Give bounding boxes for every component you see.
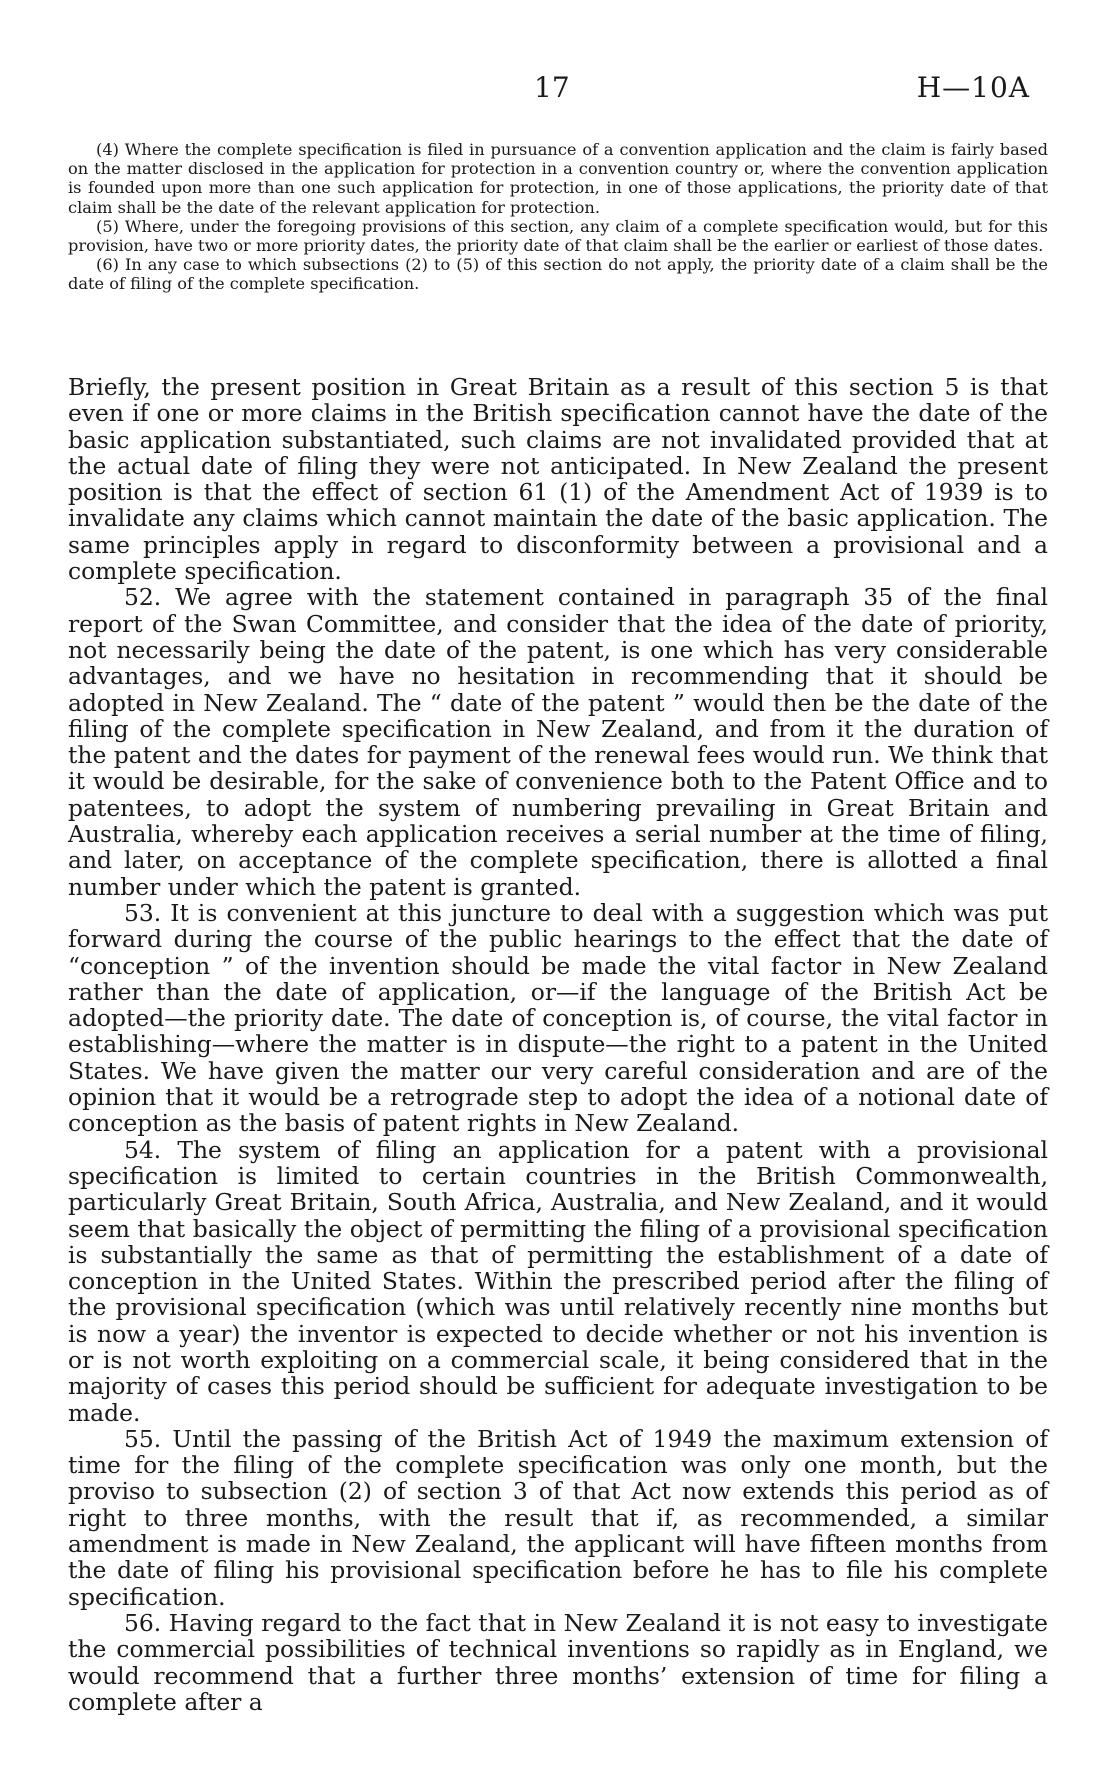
- document-reference: H—10A: [916, 71, 1030, 104]
- paragraph-54: 54. The system of filing an application for a patent with a provisional specification is limited to certain countries in the British Commonwealth, particularly Great Britain, South Africa, Australia, and New Zealand, and it would seem that basically the object of permitting the filing of a provisional specification is substantially the same as that of permitting the establishment of a date of conception in the United States. Within the prescribed period after the filing of the provisional specification (which was until relatively recently nine months but is now a year) the inventor is expected to decide whether or not his invention is or is not worth exploiting on a commercial scale, it being considered that in the majority of cases this period should be sufficient for adequate investigation to be made.: [68, 1135, 1048, 1427]
- subsection-5: (5) Where, under the foregoing provisions of this section, any claim of a complete specification would, but for this provision, have two or more priority dates, the priority date of that claim shall be the earlier or earliest of those dates.: [68, 216, 1048, 256]
- subsection-6: (6) In any case to which subsections (2) to (5) of this section do not apply, the priority date of a claim shall be the date of filing of the complete specification.: [68, 255, 1048, 294]
- paragraph-53: 53. It is convenient at this juncture to deal with a suggestion which was put forward during the course of the public hearings to the effect that the date of “conception ” of the invention should be made the vital factor in New Zealand rather than the date of application, or—if the language of the British Act be adopted—the priority date. The date of conception is, of course, the vital factor in establishing—where the matter is in dispute—the right to a patent in the United States. We have given the matter our very careful consideration and are of the opinion that it would be a retrograde step to adopt the idea of a notional date of conception as the basis of patent rights in New Zealand.: [68, 898, 1048, 1138]
- quoted-statute-block: [68, 140, 1048, 294]
- page-number: 17: [534, 71, 570, 104]
- subsection-4: (4) Where the complete specification is filed in pursuance of a convention application and the claim is fairly based on the matter disclosed in the application for protection in a convention country or, where the convention application is founded upon more than one such application for protection, in one of those applications, the priority date of that claim shall be the date of the relevant application for protection.: [68, 140, 1048, 217]
- paragraph-briefly: Briefly, the present position in Great Britain as a result of this section 5 is that even if one or more claims in the British specification cannot have the date of the basic application substantiated, such claims are not invalidated provided that at the actual date of filing they were not anticipated. In New Zealand the present position is that the effect of section 61 (1) of the Amendment Act of 1939 is to invalidate any claims which cannot maintain the date of the basic application. The same principles apply in regard to disconformity between a provisional and a complete specification.: [68, 373, 1048, 586]
- report-body: [68, 374, 1048, 1715]
- paragraph-52: 52. We agree with the statement contained in paragraph 35 of the final report of the Swan Committee, and consider that the idea of the date of priority, not necessarily being the date of the patent, is one which has very considerable advantages, and we have no hesitation in recommending that it should be adopted in New Zealand. The “ date of the patent ” would then be the date of the filing of the complete specification in New Zealand, and from it the duration of the patent and the dates for payment of the renewal fees would run. We think that it would be desirable, for the sake of convenience both to the Patent Office and to patentees, to adopt the system of numbering prevailing in Great Britain and Australia, whereby each application receives a serial number at the time of filing, and later, on acceptance of the complete specification, there is allotted a final number under which the patent is granted.: [68, 583, 1048, 901]
- page-header: [0, 72, 1114, 112]
- paragraph-56: 56. Having regard to the fact that in New Zealand it is not easy to investigate the commercial possibilities of technical inventions so rapidly as in England, we would recommend that a further three months’ extension of time for filing a complete after a: [68, 1608, 1048, 1716]
- paragraph-55: 55. Until the passing of the British Act of 1949 the maximum extension of time for the filing of the complete specification was only one month, but the proviso to subsection (2) of section 3 of that Act now extends this period as of right to three months, with the result that if, as recommended, a similar amendment is made in New Zealand, the applicant will have fifteen months from the date of filing his provisional specification before he has to file his complete specification.: [68, 1424, 1048, 1611]
